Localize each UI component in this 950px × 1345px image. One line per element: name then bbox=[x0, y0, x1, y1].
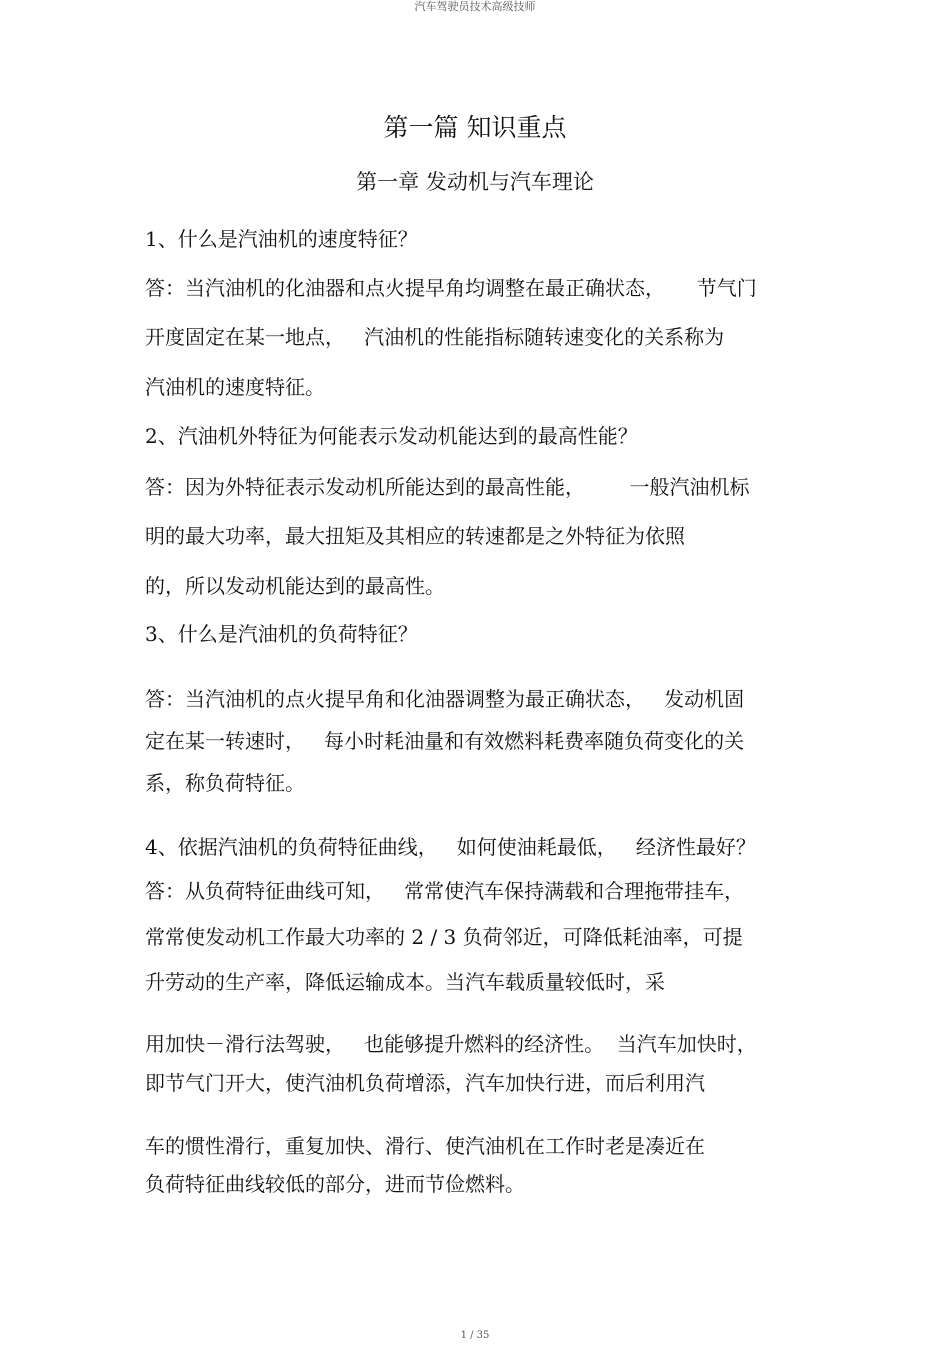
answer-2-line-3: 的，所以发动机能达到的最高性。 bbox=[145, 574, 445, 598]
part-title: 第一篇 知识重点 bbox=[383, 113, 567, 142]
answer-1-line-3: 汽油机的速度特征。 bbox=[145, 375, 325, 399]
question-3: 3、什么是汽油机的负荷特征？ bbox=[145, 622, 418, 646]
answer-4-line-5: 即节气门开大，使汽油机负荷增添，汽车加快行进，而后利用汽 bbox=[145, 1071, 705, 1095]
chapter-title: 第一章 发动机与汽车理论 bbox=[356, 170, 594, 194]
question-1: 1、什么是汽油机的速度特征？ bbox=[145, 227, 418, 251]
answer-3-line-3: 系，称负荷特征。 bbox=[145, 771, 305, 795]
answer-1-line-1: 答：当汽油机的化油器和点火提早角均调整在最正确状态， 节气门 bbox=[145, 276, 757, 300]
answer-4-line-7: 负荷特征曲线较低的部分，进而节俭燃料。 bbox=[145, 1172, 525, 1196]
answer-3-line-1: 答：当汽油机的点火提早角和化油器调整为最正确状态， 发动机固 bbox=[145, 687, 745, 711]
question-2: 2、汽油机外特征为何能表示发动机能达到的最高性能？ bbox=[145, 424, 638, 448]
answer-2-line-2: 明的最大功率，最大扭矩及其相应的转速都是之外特征为依照 bbox=[145, 524, 685, 548]
answer-4-line-6: 车的惯性滑行，重复加快、滑行、使汽油机在工作时老是凑近在 bbox=[145, 1134, 705, 1158]
answer-4-line-1: 答：从负荷特征曲线可知， 常常使汽车保持满载和合理拖带挂车， bbox=[145, 879, 745, 903]
answer-2-line-1: 答：因为外特征表示发动机所能达到的最高性能， 一般汽油机标 bbox=[145, 475, 750, 499]
page-number: 1 / 35 bbox=[460, 1330, 490, 1341]
question-4: 4、依据汽油机的负荷特征曲线， 如何使油耗最低， 经济性最好？ bbox=[145, 835, 756, 859]
answer-4-line-2: 常常使发动机工作最大功率的 2 / 3 负荷邻近，可降低耗油率，可提 bbox=[145, 925, 743, 949]
answer-1-line-2: 开度固定在某一地点， 汽油机的性能指标随转速变化的关系称为 bbox=[145, 325, 725, 349]
answer-3-line-2: 定在某一转速时， 每小时耗油量和有效燃料耗费率随负荷变化的关 bbox=[145, 729, 745, 753]
answer-4-line-4: 用加快－滑行法驾驶， 也能够提升燃料的经济性。 当汽车加快时， bbox=[145, 1032, 757, 1056]
answer-4-line-3: 升劳动的生产率，降低运输成本。当汽车载质量较低时，采 bbox=[145, 970, 665, 994]
page-header: 汽车驾驶员技术高级技师 bbox=[414, 0, 536, 13]
